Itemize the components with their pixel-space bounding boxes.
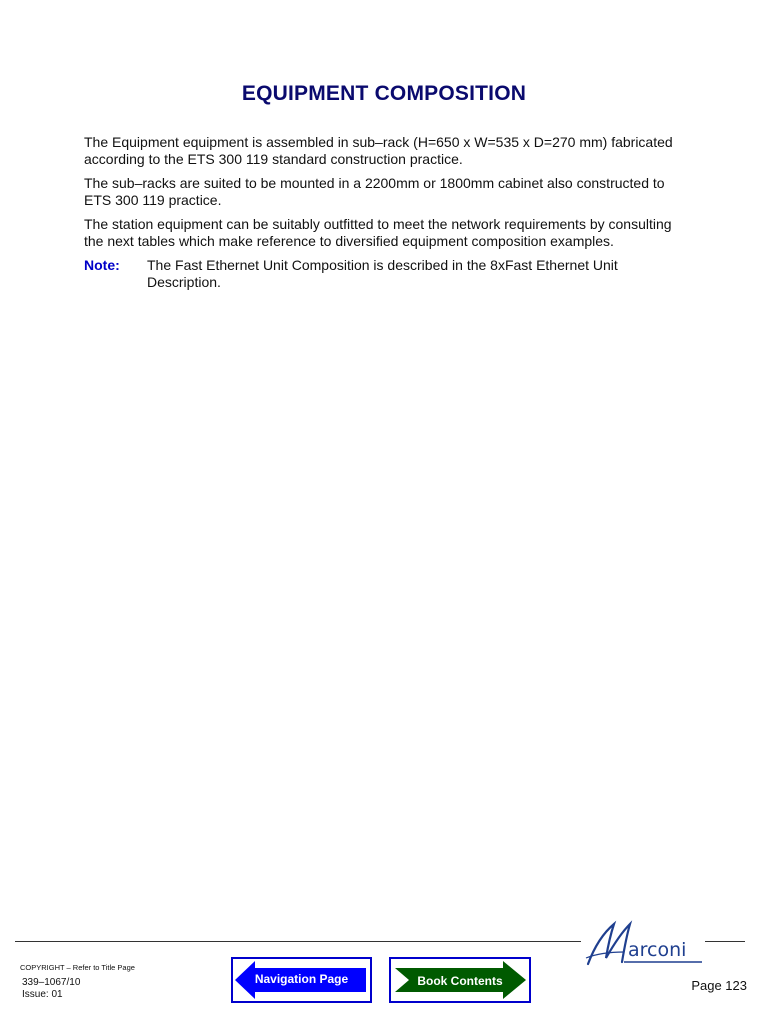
navigation-page-label: Navigation Page: [254, 972, 349, 986]
marconi-logo: [584, 918, 708, 968]
note-text: The Fast Ethernet Unit Composition is described in the 8xFast Ethernet Unit Description.: [147, 257, 618, 290]
footer-divider-right: [705, 941, 745, 942]
document-number: 339–1067/10: [22, 977, 81, 988]
page-number: Page 123: [691, 978, 747, 993]
paragraph-subrack: The Equipment equipment is assembled in sub–rack (H=650 x W=535 x D=270 mm) fabricated according to the ETS 300 119 standard construction practice.: [84, 134, 673, 167]
copyright-text: COPYRIGHT – Refer to Title Page: [20, 963, 135, 972]
paragraph-station: The station equipment can be suitably outfitted to meet the network requirements by consulting the next tables which make reference to diversified equipment composition examples.: [84, 216, 672, 249]
svg-text:arconi: arconi: [628, 939, 687, 961]
footer-divider: [15, 941, 581, 942]
note-label: Note:: [84, 257, 120, 273]
navigation-page-button[interactable]: [231, 957, 372, 1003]
book-contents-label: Book Contents: [417, 974, 503, 988]
page-title: EQUIPMENT COMPOSITION: [241, 82, 527, 105]
book-contents-button[interactable]: [389, 957, 531, 1003]
issue-number: Issue: 01: [22, 989, 63, 1000]
paragraph-cabinet: The sub–racks are suited to be mounted in a 2200mm or 1800mm cabinet also constructed to ETS 300 119 practice.: [84, 175, 665, 208]
